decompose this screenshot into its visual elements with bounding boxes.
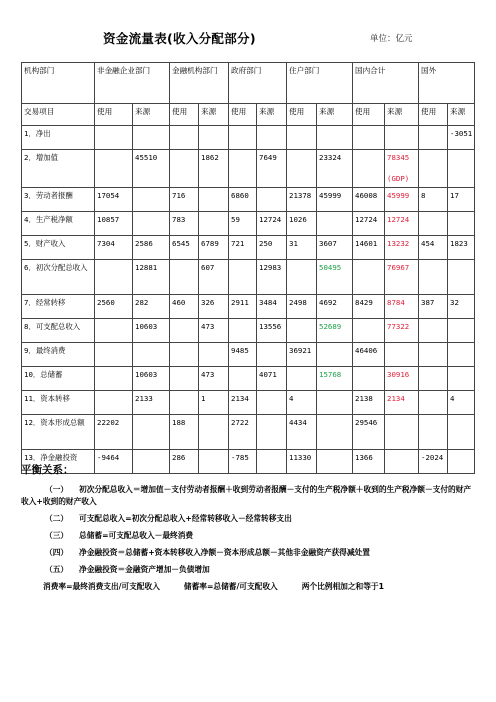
table-cell [419, 367, 448, 391]
cell-value: 17 [450, 191, 459, 200]
table-cell [419, 343, 448, 367]
table-cell [419, 236, 448, 260]
table-cell [170, 260, 199, 295]
table-cell [385, 236, 419, 260]
cell-value: 188 [172, 418, 186, 427]
column-header: 来源 [448, 104, 475, 126]
table-cell [229, 260, 257, 295]
table-cell [448, 188, 475, 212]
table-cell [385, 212, 419, 236]
table-cell [353, 260, 385, 295]
cell-value: 21378 [289, 191, 312, 200]
cell-value: 10857 [97, 215, 120, 224]
cell-value: 12724 [355, 215, 378, 224]
row-label: 2．增加值 [22, 150, 95, 188]
cell-value: 2498 [289, 298, 307, 307]
table-row [22, 212, 475, 236]
sector-header: 住户部门 [287, 63, 353, 104]
table-cell [170, 188, 199, 212]
table-cell [257, 260, 287, 295]
table-cell [199, 260, 229, 295]
relation-line [21, 484, 477, 508]
cell-value: 15768 [319, 370, 342, 379]
row-label: 13．净金融投资 [22, 450, 95, 474]
sector-header: 机构部门 [22, 63, 95, 104]
relation-line [21, 547, 477, 559]
relation-text: 初次分配总收入＝增加值－支付劳动者报酬＋收到劳动者报酬－支付的生产税净额＋收到的生产税净额－支付的财产收入+收到的财产收入 [21, 485, 472, 506]
cell-value: 460 [172, 298, 186, 307]
cell-value: 12881 [135, 263, 158, 272]
cell-value: 4692 [319, 298, 337, 307]
relation-line [21, 564, 477, 576]
cell-value: 12983 [259, 263, 282, 272]
table-cell [353, 415, 385, 450]
table-cell [133, 212, 170, 236]
cell-value: 607 [201, 263, 215, 272]
cell-value: 4071 [259, 370, 277, 379]
cell-value: 76967 [387, 263, 410, 272]
table-cell [133, 188, 170, 212]
table-cell [229, 212, 257, 236]
cell-value: 13556 [259, 322, 282, 331]
table-cell [257, 391, 287, 415]
table-cell [229, 343, 257, 367]
cell-value: 1823 [450, 239, 468, 248]
table-cell [170, 295, 199, 319]
cell-value: 12724 [387, 215, 410, 224]
table-cell [199, 236, 229, 260]
table-cell [95, 415, 133, 450]
table-row [22, 126, 475, 150]
table-cell [385, 150, 419, 188]
cell-value: 8 [421, 191, 426, 200]
table-cell [257, 343, 287, 367]
table-cell [95, 212, 133, 236]
table-cell [229, 319, 257, 343]
cell-value: 77322 [387, 322, 410, 331]
table-cell [229, 236, 257, 260]
table-cell [448, 260, 475, 295]
table-cell [385, 367, 419, 391]
relation-line [21, 513, 477, 525]
table-cell [133, 415, 170, 450]
table-cell [448, 236, 475, 260]
cell-value: 1366 [355, 453, 373, 462]
balance-relations [21, 462, 477, 592]
cell-value: 4434 [289, 418, 307, 427]
cell-value: 3607 [319, 239, 337, 248]
cell-value: 46008 [355, 191, 378, 200]
table-cell [199, 319, 229, 343]
relation-text: 净金融投资＝总储蓄+资本转移收入净额－资本形成总额－其他非金融资产获得减处置 [79, 548, 370, 557]
cell-value: 2911 [231, 298, 249, 307]
table-cell [419, 126, 448, 150]
table-cell [287, 188, 317, 212]
table-cell [229, 150, 257, 188]
table-cell [419, 319, 448, 343]
row-label: 5．财产收入 [22, 236, 95, 260]
table-cell [353, 295, 385, 319]
cell-value: 50495 [319, 263, 342, 272]
table-cell [385, 295, 419, 319]
table-cell [95, 126, 133, 150]
table-cell [229, 415, 257, 450]
table-cell [448, 319, 475, 343]
relation-line [21, 530, 477, 542]
cell-value: 3484 [259, 298, 277, 307]
table-cell [95, 236, 133, 260]
cell-value: 1026 [289, 215, 307, 224]
cell-value: 4 [450, 394, 455, 403]
table-cell [287, 319, 317, 343]
table-row [22, 236, 475, 260]
table-cell [170, 367, 199, 391]
table-cell [133, 126, 170, 150]
table-cell [353, 343, 385, 367]
table-cell [133, 150, 170, 188]
cell-value: -2024 [421, 453, 444, 462]
table-cell [317, 391, 353, 415]
cell-value: 23324 [319, 153, 342, 162]
table-cell [229, 295, 257, 319]
cell-value: 6860 [231, 191, 249, 200]
cell-value: 286 [172, 453, 186, 462]
table-cell [257, 319, 287, 343]
table-cell [199, 391, 229, 415]
table-cell [170, 319, 199, 343]
table-cell [287, 126, 317, 150]
table-cell [353, 319, 385, 343]
table-cell [95, 319, 133, 343]
cell-value: 326 [201, 298, 215, 307]
cell-value: 2586 [135, 239, 153, 248]
table-cell [287, 295, 317, 319]
table-cell [287, 391, 317, 415]
table-cell [133, 391, 170, 415]
table-cell [317, 236, 353, 260]
cell-value: 473 [201, 370, 215, 379]
use-source-header-row [22, 104, 475, 126]
table-cell [257, 236, 287, 260]
table-cell [419, 391, 448, 415]
table-cell [170, 391, 199, 415]
table-cell [448, 126, 475, 150]
cell-value: 2722 [231, 418, 249, 427]
cell-value: 17054 [97, 191, 120, 200]
cell-value: 59 [231, 215, 240, 224]
table-cell [95, 150, 133, 188]
cell-value: 52689 [319, 322, 342, 331]
row-label: 9．最终消费 [22, 343, 95, 367]
cell-value: 282 [135, 298, 149, 307]
column-header: 使用 [170, 104, 199, 126]
row-label: 7．经常转移 [22, 295, 95, 319]
column-header: 来源 [257, 104, 287, 126]
table-cell [317, 343, 353, 367]
table-row [22, 391, 475, 415]
savings-rate: 储蓄率=总储蓄/可支配收入 [183, 582, 278, 591]
table-row [22, 295, 475, 319]
cell-value: 473 [201, 322, 215, 331]
table-cell [133, 367, 170, 391]
table-cell [385, 391, 419, 415]
table-cell [353, 367, 385, 391]
ratio-line [43, 581, 477, 592]
table-cell [317, 150, 353, 188]
table-cell [287, 415, 317, 450]
cell-value: 13232 [387, 239, 410, 248]
table-cell [95, 295, 133, 319]
cell-value: -785 [231, 453, 249, 462]
relation-number: （四） [45, 548, 69, 557]
cell-value: 78345 [387, 153, 410, 162]
cell-value: 7649 [259, 153, 277, 162]
column-header: 来源 [317, 104, 353, 126]
cell-value: 36921 [289, 346, 312, 355]
table-cell [317, 212, 353, 236]
table-cell [229, 126, 257, 150]
table-cell [353, 391, 385, 415]
table-cell [133, 260, 170, 295]
relation-number: （三） [45, 531, 69, 540]
row-label: 3．劳动者报酬 [22, 188, 95, 212]
column-header: 使用 [95, 104, 133, 126]
table-cell [448, 415, 475, 450]
gdp-note: (GDP) [387, 174, 410, 183]
table-body [22, 126, 475, 474]
table-cell [170, 126, 199, 150]
table-cell [385, 343, 419, 367]
table-cell [95, 260, 133, 295]
cell-value: 1862 [201, 153, 219, 162]
row-label: 12．资本形成总额 [22, 415, 95, 450]
table-cell [199, 343, 229, 367]
table-cell [199, 126, 229, 150]
table-cell [287, 212, 317, 236]
table-cell [448, 150, 475, 188]
table-cell [287, 260, 317, 295]
table-cell [170, 415, 199, 450]
table-cell [95, 367, 133, 391]
table-cell [287, 150, 317, 188]
cell-value: 8784 [387, 298, 405, 307]
cell-value: 32 [450, 298, 459, 307]
table-cell [448, 212, 475, 236]
cell-value: 454 [421, 239, 435, 248]
cell-value: 45999 [387, 191, 410, 200]
table-cell [385, 260, 419, 295]
cell-value: 45510 [135, 153, 158, 162]
cell-value: 2134 [387, 394, 405, 403]
column-header: 来源 [199, 104, 229, 126]
column-header: 使用 [419, 104, 448, 126]
flow-of-funds-table [21, 62, 475, 474]
table-cell [170, 236, 199, 260]
table-cell [385, 126, 419, 150]
table-cell [353, 188, 385, 212]
table-cell [257, 150, 287, 188]
page-title: 资金流量表(收入分配部分) [103, 31, 256, 46]
sector-header: 国内合计 [353, 63, 419, 104]
cell-value: 45999 [319, 191, 342, 200]
table-cell [419, 260, 448, 295]
table-cell [199, 150, 229, 188]
table-cell [257, 188, 287, 212]
table-cell [385, 188, 419, 212]
table-row [22, 415, 475, 450]
table-cell [229, 188, 257, 212]
cell-value: 2134 [231, 394, 249, 403]
relation-number: （二） [45, 514, 69, 523]
relation-text: 可支配总收入=初次分配总收入+经常转移收入－经常转移支出 [79, 514, 292, 523]
cell-value: 1 [201, 394, 206, 403]
table-row [22, 188, 475, 212]
cell-value: 29546 [355, 418, 378, 427]
cell-value: 22202 [97, 418, 120, 427]
cell-value: 716 [172, 191, 186, 200]
sector-header: 政府部门 [229, 63, 287, 104]
table-cell [419, 188, 448, 212]
table-cell [419, 415, 448, 450]
notes-heading: 平衡关系： [21, 464, 74, 476]
cell-value: 14601 [355, 239, 378, 248]
table-row [22, 343, 475, 367]
table-cell [353, 126, 385, 150]
column-header: 使用 [229, 104, 257, 126]
table-cell [317, 319, 353, 343]
cell-value: 387 [421, 298, 435, 307]
table-cell [133, 319, 170, 343]
relation-number: （五） [45, 565, 69, 574]
cell-value: 46406 [355, 346, 378, 355]
sector-header: 金融机构部门 [170, 63, 229, 104]
row-label: 11．资本转移 [22, 391, 95, 415]
table-cell [385, 415, 419, 450]
relation-text: 净金融投资＝金融资产增加－负债增加 [79, 565, 210, 574]
cell-value: 8429 [355, 298, 373, 307]
table-cell [229, 367, 257, 391]
cell-value: 6545 [172, 239, 190, 248]
table-cell [95, 188, 133, 212]
table-cell [257, 126, 287, 150]
table-cell [385, 319, 419, 343]
table-row [22, 260, 475, 295]
table-cell [170, 212, 199, 236]
table-cell [199, 188, 229, 212]
table-cell [170, 343, 199, 367]
table-cell [257, 415, 287, 450]
sector-header-row [22, 63, 475, 104]
row-label: 6．初次分配总收入 [22, 260, 95, 295]
cell-value: 30916 [387, 370, 410, 379]
table-cell [287, 343, 317, 367]
relation-number: （一） [45, 485, 69, 494]
table-cell [257, 212, 287, 236]
table-cell [317, 295, 353, 319]
table-row [22, 367, 475, 391]
table-cell [257, 295, 287, 319]
table-row [22, 150, 475, 188]
table-cell [353, 150, 385, 188]
table-cell [133, 295, 170, 319]
table-cell [199, 367, 229, 391]
column-header: 交易项目 [22, 104, 95, 126]
table-cell [133, 236, 170, 260]
table-cell [287, 236, 317, 260]
cell-value: 10603 [135, 370, 158, 379]
cell-value: 4 [289, 394, 294, 403]
table-cell [317, 188, 353, 212]
sector-header: 非金融企业部门 [95, 63, 170, 104]
table-cell [317, 260, 353, 295]
table-row [22, 319, 475, 343]
sector-header: 国外 [419, 63, 475, 104]
cell-value: 783 [172, 215, 186, 224]
unit-label: 单位：亿元 [370, 34, 413, 44]
table-cell [133, 343, 170, 367]
table-cell [448, 295, 475, 319]
consumption-rate: 消费率=最终消费支出/可支配收入 [43, 582, 160, 591]
row-label: 10．总储蓄 [22, 367, 95, 391]
table-cell [419, 212, 448, 236]
cell-value: 2560 [97, 298, 115, 307]
table-cell [317, 126, 353, 150]
sum-note: 两个比例相加之和等于1 [301, 582, 384, 591]
table-cell [353, 212, 385, 236]
table-cell [287, 367, 317, 391]
row-label: 1．净出 [22, 126, 95, 150]
cell-value: 9485 [231, 346, 249, 355]
cell-value: 250 [259, 239, 273, 248]
table-cell [229, 391, 257, 415]
table-cell [448, 343, 475, 367]
table-cell [419, 295, 448, 319]
table-cell [257, 367, 287, 391]
table-cell [353, 236, 385, 260]
table-cell [317, 367, 353, 391]
cell-value: 31 [289, 239, 298, 248]
column-header: 使用 [287, 104, 317, 126]
table-cell [199, 212, 229, 236]
column-header: 来源 [133, 104, 170, 126]
relation-text: 总储蓄=可支配总收入－最终消费 [79, 531, 194, 540]
table-cell [95, 391, 133, 415]
table-cell [199, 415, 229, 450]
cell-value: 2133 [135, 394, 153, 403]
cell-value: -9464 [97, 453, 120, 462]
table-cell [448, 391, 475, 415]
cell-value: -3051 [450, 129, 473, 138]
row-label: 8．可支配总收入 [22, 319, 95, 343]
table-cell [199, 295, 229, 319]
cell-value: 721 [231, 239, 245, 248]
cell-value: 12724 [259, 215, 282, 224]
cell-value: 2138 [355, 394, 373, 403]
row-label: 4．生产税净额 [22, 212, 95, 236]
table-cell [170, 150, 199, 188]
column-header: 来源 [385, 104, 419, 126]
table-cell [448, 367, 475, 391]
cell-value: 10603 [135, 322, 158, 331]
cell-value: 7304 [97, 239, 115, 248]
cell-value: 6789 [201, 239, 219, 248]
cell-value: 11330 [289, 453, 312, 462]
column-header: 使用 [353, 104, 385, 126]
table-cell [419, 150, 448, 188]
table-cell [95, 343, 133, 367]
table-cell [317, 415, 353, 450]
